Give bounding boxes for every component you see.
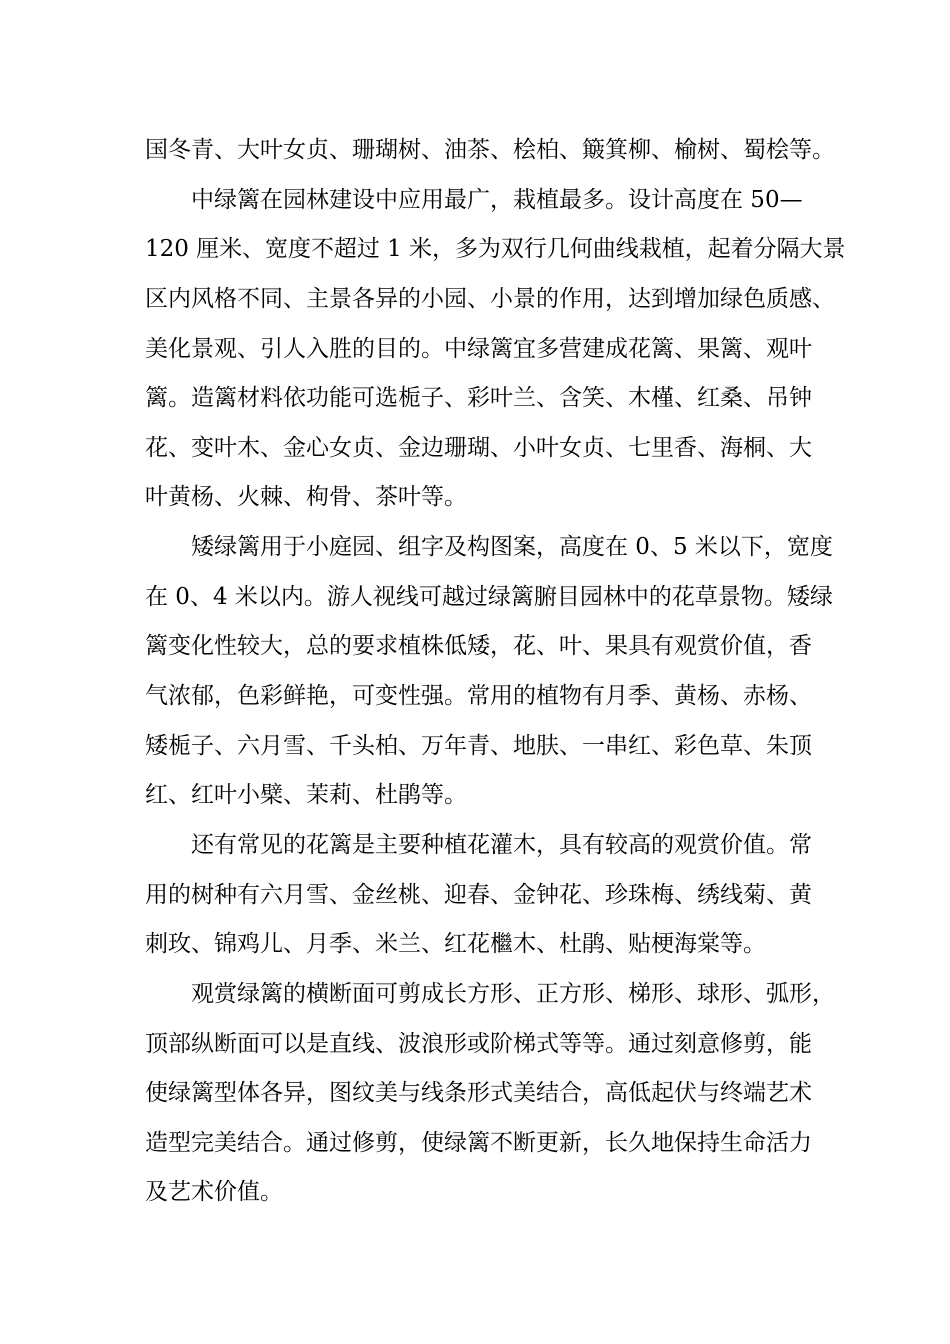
document-body [145, 126, 845, 1218]
text-line: 矮绿篱用于小庭园、组字及构图案，高度在 0、5 米以下，宽度 [191, 534, 833, 561]
text-line: 刺玫、锦鸡儿、月季、米兰、红花檵木、杜鹃、贴梗海棠等。 [145, 931, 766, 958]
text-line: 篱。造篱材料依功能可选栀子、彩叶兰、含笑、木槿、红桑、吊钟 [145, 385, 812, 412]
text-line: 造型完美结合。通过修剪，使绿篱不断更新，长久地保持生命活力 [145, 1129, 812, 1156]
text-line: 叶黄杨、火棘、枸骨、茶叶等。 [145, 484, 467, 511]
text-line: 在 0、4 米以内。游人视线可越过绿篱腑目园林中的花草景物。矮绿 [145, 583, 833, 610]
text-line: 120 厘米、宽度不超过 1 米，多为双行几何曲线栽植，起着分隔大景 [145, 236, 846, 263]
text-line: 顶部纵断面可以是直线、波浪形或阶梯式等等。通过刻意修剪，能 [145, 1030, 812, 1057]
text-line: 气浓郁，色彩鲜艳，可变性强。常用的植物有月季、黄杨、赤杨、 [145, 683, 812, 710]
text-line: 美化景观、引人入胜的目的。中绿篱宜多营建成花篱、果篱、观叶 [145, 335, 812, 362]
text-line: 国冬青、大叶女贞、珊瑚树、油茶、桧柏、簸箕柳、榆树、蜀桧等。 [145, 137, 835, 163]
text-line: 花、变叶木、金心女贞、金边珊瑚、小叶女贞、七里香、海桐、大 [145, 434, 812, 461]
text-line: 中绿篱在园林建设中应用最广，栽植最多。设计高度在 50— [191, 186, 803, 213]
text-line: 红、红叶小檗、茉莉、杜鹃等。 [145, 782, 467, 809]
text-line: 用的树种有六月雪、金丝桃、迎春、金钟花、珍珠梅、绣线菊、黄 [145, 881, 812, 908]
text-line: 及艺术价值。 [145, 1179, 283, 1206]
text-line: 篱变化性较大，总的要求植株低矮，花、叶、果具有观赏价值，香 [145, 633, 812, 660]
text-line: 使绿篱型体各异，图纹美与线条形式美结合，高低起伏与终端艺术 [145, 1080, 812, 1107]
text-line: 还有常见的花篱是主要种植花灌木，具有较高的观赏价值。常 [191, 831, 812, 858]
text-line: 区内风格不同、主景各异的小园、小景的作用，达到增加绿色质感、 [145, 285, 835, 312]
text-line: 矮栀子、六月雪、千头柏、万年青、地肤、一串红、彩色草、朱顶 [145, 732, 812, 759]
text-line: 观赏绿篱的横断面可剪成长方形、正方形、梯形、球形、弧形， [191, 980, 835, 1007]
